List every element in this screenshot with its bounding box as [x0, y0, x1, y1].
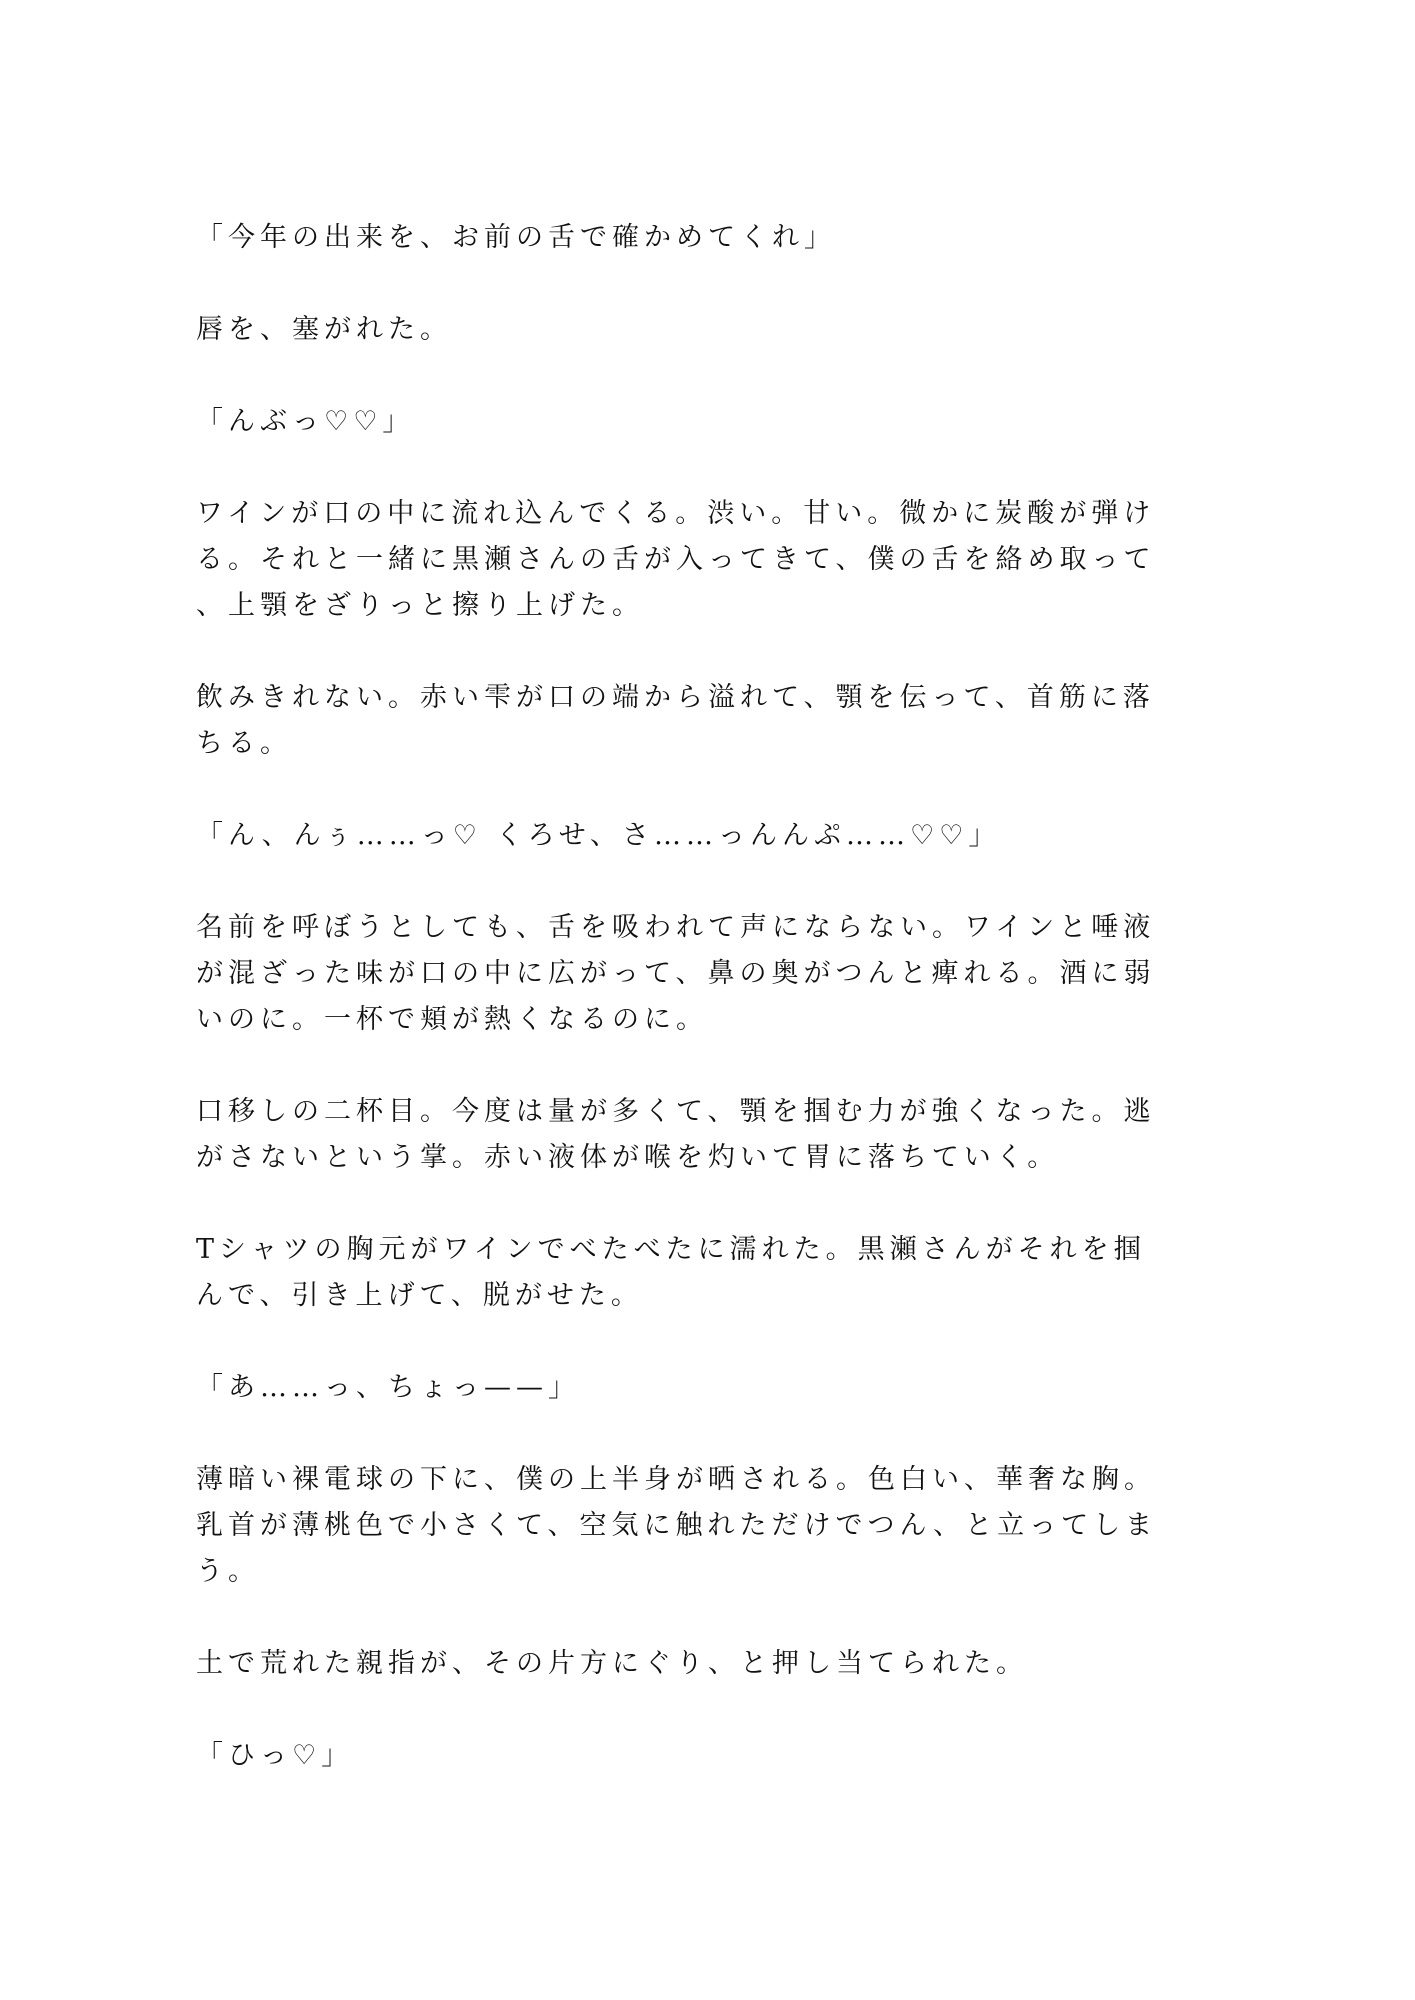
text-line: 名前を呼ぼうとしても、舌を吸われて声にならない。ワインと唾液: [196, 912, 1156, 943]
text-line: 飲みきれない。赤い雫が口の端から溢れて、顎を伝って、首筋に落: [196, 682, 1155, 713]
text-line: ワインが口の中に流れ込んでくる。渋い。甘い。微かに炭酸が弾け: [196, 498, 1156, 529]
text-line: 口移しの二杯目。今度は量が多くて、顎を掴む力が強くなった。逃: [196, 1096, 1156, 1127]
paragraph: [196, 1365, 1216, 1411]
paragraph: [196, 1227, 1216, 1319]
paragraph: [196, 905, 1216, 1043]
text-line: いのに。一杯で頬が熱くなるのに。: [196, 1004, 708, 1035]
document-page: [196, 215, 1216, 1825]
paragraph: [196, 1457, 1216, 1595]
text-line: 唇を、塞がれた。: [196, 314, 452, 345]
text-line: 「ん、んぅ……っ♡ くろせ、さ……っんんぷ……♡♡」: [196, 820, 1001, 851]
paragraph: [196, 1641, 1216, 1687]
text-line: んで、引き上げて、脱がせた。: [196, 1280, 643, 1311]
text-line: が混ざった味が口の中に広がって、鼻の奥がつんと痺れる。酒に弱: [196, 958, 1156, 989]
paragraph: [196, 307, 1216, 353]
text-line: 「ひっ♡」: [196, 1740, 354, 1771]
text-line: がさないという掌。赤い液体が喉を灼いて胃に落ちていく。: [196, 1142, 1060, 1173]
text-line: う。: [196, 1556, 260, 1587]
text-line: 「今年の出来を、お前の舌で確かめてくれ」: [196, 222, 836, 253]
text-line: 土で荒れた親指が、その片方にぐり、と押し当てられた。: [196, 1648, 1028, 1679]
paragraph: [196, 1089, 1216, 1181]
text-line: 乳首が薄桃色で小さくて、空気に触れただけでつん、と立ってしま: [196, 1510, 1158, 1541]
paragraph: [196, 491, 1216, 629]
text-line: 「あ……っ、ちょっ——」: [196, 1372, 580, 1403]
text-line: 「んぶっ♡♡」: [196, 406, 415, 437]
paragraph: [196, 675, 1216, 767]
text-line: る。それと一緒に黒瀬さんの舌が入ってきて、僕の舌を絡め取って: [196, 544, 1156, 575]
text-line: ちる。: [196, 728, 292, 759]
paragraph: [196, 813, 1216, 859]
text-line: Tシャツの胸元がワインでべたべたに濡れた。黒瀬さんがそれを掴: [196, 1234, 1146, 1265]
text-line: 、上顎をざりっと擦り上げた。: [196, 590, 644, 621]
text-line: 薄暗い裸電球の下に、僕の上半身が晒される。色白い、華奢な胸。: [196, 1464, 1156, 1495]
paragraph: [196, 1733, 1216, 1779]
paragraph: [196, 215, 1216, 261]
paragraph: [196, 399, 1216, 445]
